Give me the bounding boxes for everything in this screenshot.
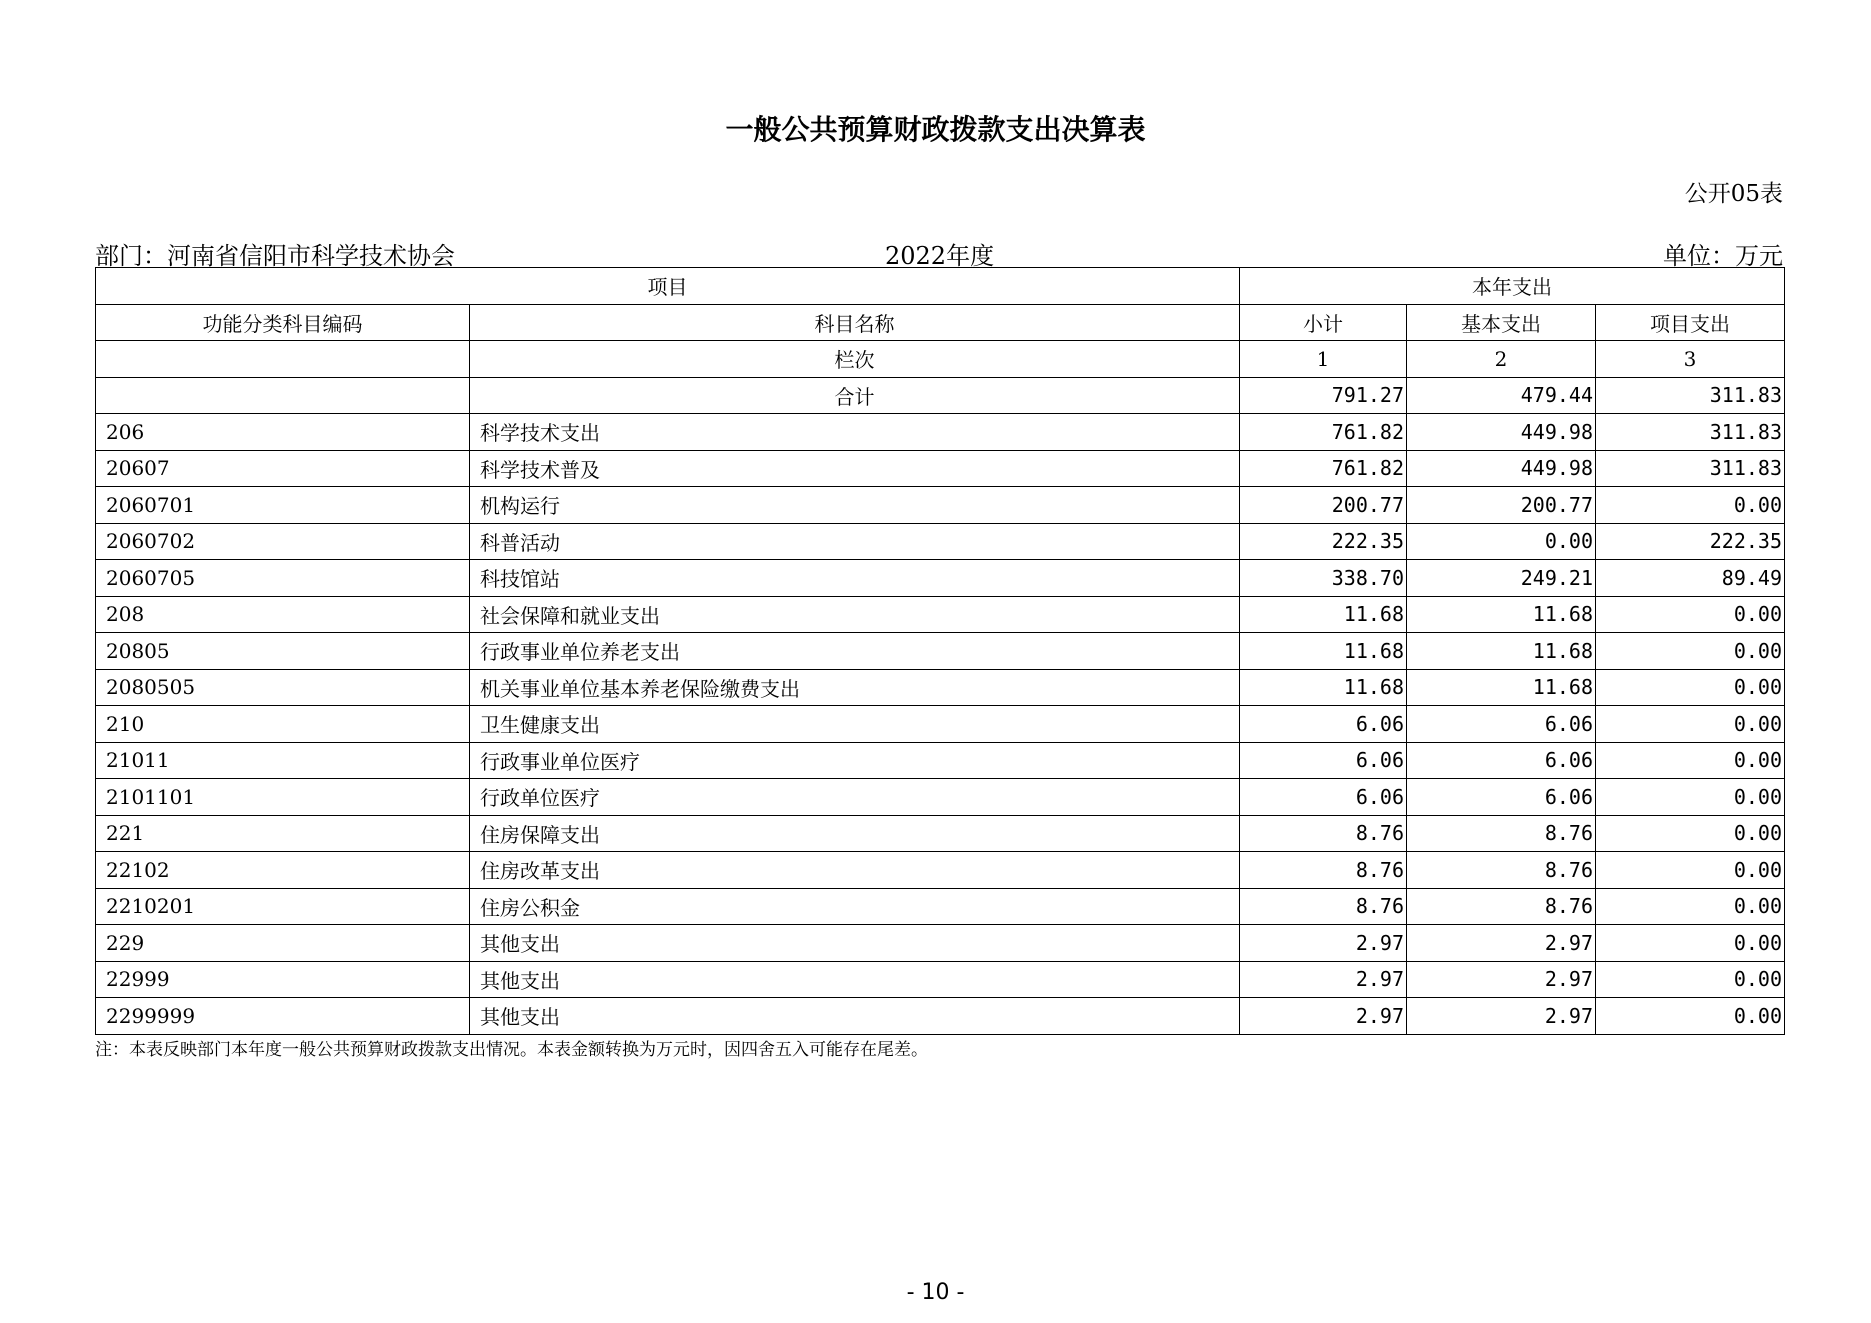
cell-code: 221 <box>96 815 470 852</box>
column-order-row <box>96 341 1785 378</box>
cell-project: 0.00 <box>1596 706 1785 743</box>
table-body <box>96 414 1785 1035</box>
cell-code: 206 <box>96 414 470 451</box>
header-name: 科目名称 <box>470 304 1240 341</box>
cell-code: 20805 <box>96 633 470 670</box>
total-blank <box>96 377 470 414</box>
cell-code: 20607 <box>96 450 470 487</box>
header-current-year-expense: 本年支出 <box>1240 268 1785 305</box>
table-row <box>96 888 1785 925</box>
cell-basic: 6.06 <box>1407 706 1596 743</box>
cell-project: 0.00 <box>1596 742 1785 779</box>
cell-basic: 200.77 <box>1407 487 1596 524</box>
table-row <box>96 450 1785 487</box>
cell-code: 2101101 <box>96 779 470 816</box>
column-order-label: 栏次 <box>470 341 1240 378</box>
cell-name: 行政事业单位医疗 <box>470 742 1240 779</box>
meta-row <box>95 236 1783 270</box>
cell-name: 住房公积金 <box>470 888 1240 925</box>
header-subtotal: 小计 <box>1240 304 1407 341</box>
cell-subtotal: 6.06 <box>1240 706 1407 743</box>
cell-name: 科技馆站 <box>470 560 1240 597</box>
table-row <box>96 852 1785 889</box>
column-order-2: 2 <box>1407 341 1596 378</box>
table-row <box>96 998 1785 1035</box>
cell-basic: 8.76 <box>1407 888 1596 925</box>
header-project: 项目 <box>96 268 1240 305</box>
department-label: 部门：河南省信阳市科学技术协会 <box>95 242 455 270</box>
cell-subtotal: 11.68 <box>1240 596 1407 633</box>
cell-code: 2080505 <box>96 669 470 706</box>
cell-name: 科普活动 <box>470 523 1240 560</box>
page-title: 一般公共预算财政拨款支出决算表 <box>725 113 1146 146</box>
cell-basic: 249.21 <box>1407 560 1596 597</box>
cell-basic: 2.97 <box>1407 998 1596 1035</box>
cell-project: 89.49 <box>1596 560 1785 597</box>
cell-name: 科学技术支出 <box>470 414 1240 451</box>
cell-code: 208 <box>96 596 470 633</box>
cell-project: 311.83 <box>1596 450 1785 487</box>
table-row <box>96 815 1785 852</box>
page-number: - 10 - <box>906 1280 965 1305</box>
header-row-2 <box>96 304 1785 341</box>
table-row <box>96 560 1785 597</box>
cell-subtotal: 6.06 <box>1240 779 1407 816</box>
table-row <box>96 961 1785 998</box>
cell-name: 住房改革支出 <box>470 852 1240 889</box>
cell-basic: 449.98 <box>1407 414 1596 451</box>
cell-code: 229 <box>96 925 470 962</box>
cell-project: 0.00 <box>1596 888 1785 925</box>
cell-name: 住房保障支出 <box>470 815 1240 852</box>
expense-table <box>95 267 1785 1035</box>
cell-name: 社会保障和就业支出 <box>470 596 1240 633</box>
cell-name: 行政事业单位养老支出 <box>470 633 1240 670</box>
header-code: 功能分类科目编码 <box>96 304 470 341</box>
cell-name: 其他支出 <box>470 925 1240 962</box>
cell-subtotal: 6.06 <box>1240 742 1407 779</box>
cell-basic: 6.06 <box>1407 742 1596 779</box>
cell-code: 2060702 <box>96 523 470 560</box>
table-row <box>96 669 1785 706</box>
cell-project: 0.00 <box>1596 596 1785 633</box>
cell-project: 0.00 <box>1596 669 1785 706</box>
cell-name: 其他支出 <box>470 998 1240 1035</box>
cell-subtotal: 2.97 <box>1240 925 1407 962</box>
total-subtotal: 791.27 <box>1240 377 1407 414</box>
cell-basic: 2.97 <box>1407 925 1596 962</box>
cell-name: 行政单位医疗 <box>470 779 1240 816</box>
cell-basic: 11.68 <box>1407 633 1596 670</box>
cell-project: 0.00 <box>1596 779 1785 816</box>
cell-code: 2299999 <box>96 998 470 1035</box>
cell-basic: 8.76 <box>1407 815 1596 852</box>
cell-basic: 6.06 <box>1407 779 1596 816</box>
column-order-3: 3 <box>1596 341 1785 378</box>
cell-basic: 449.98 <box>1407 450 1596 487</box>
cell-basic: 11.68 <box>1407 669 1596 706</box>
total-project: 311.83 <box>1596 377 1785 414</box>
table-row <box>96 487 1785 524</box>
cell-project: 0.00 <box>1596 815 1785 852</box>
table-row <box>96 706 1785 743</box>
cell-project: 0.00 <box>1596 487 1785 524</box>
cell-code: 22999 <box>96 961 470 998</box>
cell-project: 0.00 <box>1596 852 1785 889</box>
cell-basic: 2.97 <box>1407 961 1596 998</box>
cell-basic: 8.76 <box>1407 852 1596 889</box>
cell-name: 机构运行 <box>470 487 1240 524</box>
table-row <box>96 596 1785 633</box>
cell-subtotal: 761.82 <box>1240 450 1407 487</box>
cell-code: 2210201 <box>96 888 470 925</box>
cell-project: 222.35 <box>1596 523 1785 560</box>
cell-subtotal: 222.35 <box>1240 523 1407 560</box>
fiscal-year: 2022年度 <box>885 242 995 270</box>
cell-name: 机关事业单位基本养老保险缴费支出 <box>470 669 1240 706</box>
table-row <box>96 633 1785 670</box>
table-row <box>96 414 1785 451</box>
header-project-expense: 项目支出 <box>1596 304 1785 341</box>
cell-subtotal: 8.76 <box>1240 815 1407 852</box>
total-label: 合计 <box>470 377 1240 414</box>
cell-name: 其他支出 <box>470 961 1240 998</box>
cell-subtotal: 8.76 <box>1240 888 1407 925</box>
cell-basic: 0.00 <box>1407 523 1596 560</box>
cell-code: 210 <box>96 706 470 743</box>
cell-project: 311.83 <box>1596 414 1785 451</box>
cell-code: 21011 <box>96 742 470 779</box>
table-row <box>96 779 1785 816</box>
cell-subtotal: 2.97 <box>1240 961 1407 998</box>
cell-project: 0.00 <box>1596 633 1785 670</box>
cell-name: 科学技术普及 <box>470 450 1240 487</box>
unit-label: 单位：万元 <box>1663 242 1783 270</box>
cell-subtotal: 11.68 <box>1240 669 1407 706</box>
footnote: 注：本表反映部门本年度一般公共预算财政拨款支出情况。本表金额转换为万元时，因四舍五入可能存在尾差。 <box>95 1040 928 1060</box>
table-row <box>96 523 1785 560</box>
cell-code: 2060701 <box>96 487 470 524</box>
table-row <box>96 742 1785 779</box>
cell-subtotal: 2.97 <box>1240 998 1407 1035</box>
total-row <box>96 377 1785 414</box>
column-order-blank <box>96 341 470 378</box>
cell-subtotal: 200.77 <box>1240 487 1407 524</box>
cell-subtotal: 8.76 <box>1240 852 1407 889</box>
cell-project: 0.00 <box>1596 998 1785 1035</box>
cell-subtotal: 11.68 <box>1240 633 1407 670</box>
column-order-1: 1 <box>1240 341 1407 378</box>
header-row-1 <box>96 268 1785 305</box>
table-row <box>96 925 1785 962</box>
cell-code: 2060705 <box>96 560 470 597</box>
cell-subtotal: 338.70 <box>1240 560 1407 597</box>
total-basic: 479.44 <box>1407 377 1596 414</box>
cell-project: 0.00 <box>1596 925 1785 962</box>
cell-name: 卫生健康支出 <box>470 706 1240 743</box>
cell-code: 22102 <box>96 852 470 889</box>
cell-subtotal: 761.82 <box>1240 414 1407 451</box>
form-number: 公开05表 <box>1684 181 1783 207</box>
cell-project: 0.00 <box>1596 961 1785 998</box>
header-basic: 基本支出 <box>1407 304 1596 341</box>
cell-basic: 11.68 <box>1407 596 1596 633</box>
